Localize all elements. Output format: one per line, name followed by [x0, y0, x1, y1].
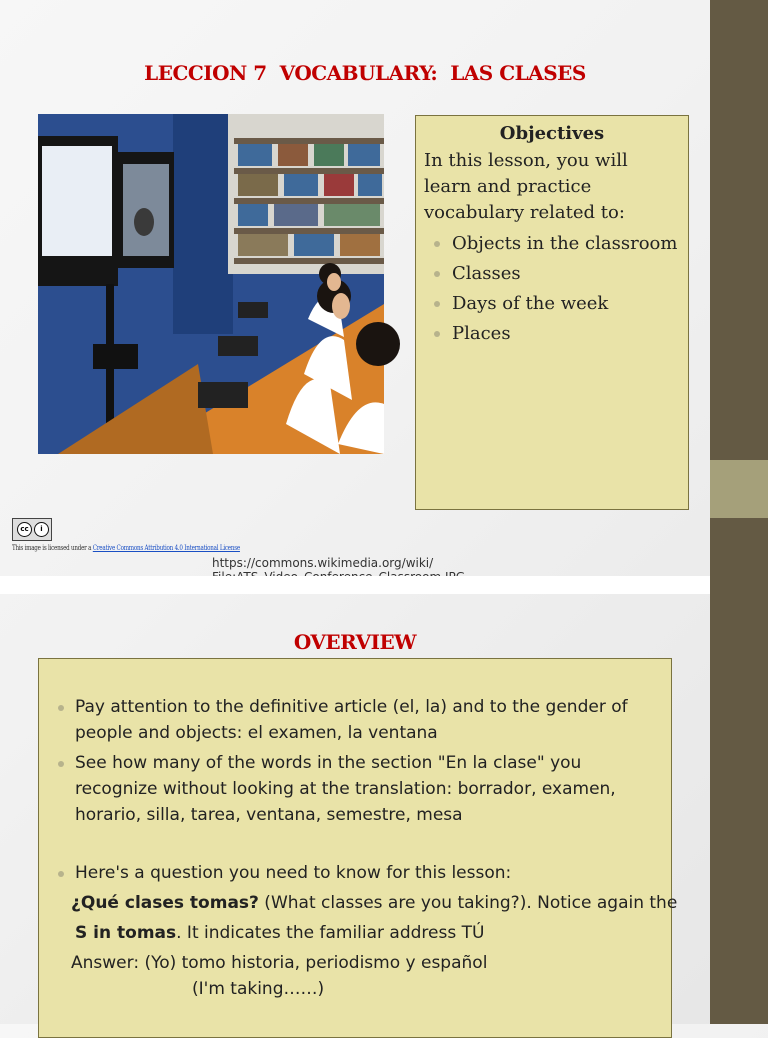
bullet-icon [58, 871, 64, 877]
slide-title: LECCION 7 VOCABULARY: LAS CLASES [144, 61, 586, 85]
image-source-url: https://commons.wikimedia.org/wiki/ [212, 556, 434, 570]
bullet-icon [58, 761, 64, 767]
objectives-item: Classes [428, 259, 688, 289]
slide-divider [0, 576, 710, 594]
bullet-icon [434, 301, 440, 307]
bullet-icon [434, 241, 440, 247]
bullet-icon [434, 271, 440, 277]
note-line: S in tomas. It indicates the familiar address TÚ [75, 923, 485, 943]
license-text: This image is licensed under a Creative Commons Attribution 4.0 International License [12, 544, 240, 552]
bullet-icon [58, 705, 64, 711]
objectives-item: Places [428, 319, 688, 349]
classroom-photo [38, 114, 384, 454]
answer-line: Answer: (Yo) tomo historia, periodismo y español [71, 953, 488, 973]
objectives-item: Objects in the classroom [428, 229, 688, 259]
overview-box [38, 658, 678, 1038]
sidebar-accent [710, 460, 768, 518]
license-link[interactable]: Creative Commons Attribution 4.0 International License [92, 544, 240, 552]
objectives-heading: Objectives [499, 123, 605, 144]
overview-bullet: See how many of the words in the section "En la clase" you recognize without looking at the translation: borrador, examen, horario, silla, tarea, ventana, semestre, mesa [75, 750, 665, 828]
creative-commons-icon: cc i [12, 518, 52, 541]
overview-bullet: Pay attention to the definitive article (el, la) and to the gender of people and objects: el examen, la ventana [75, 694, 665, 746]
objectives-box [415, 115, 689, 510]
question-line: ¿Qué clases tomas? (What classes are you taking?). Notice again the [71, 893, 678, 913]
objectives-item: Days of the week [428, 289, 688, 319]
overview-bullet: Here's a question you need to know for this lesson: [75, 860, 665, 886]
objectives-intro: In this lesson, you will learn and practice vocabulary related to: [424, 150, 628, 223]
bullet-icon [434, 331, 440, 337]
answer-translation: (I'm taking……) [192, 979, 325, 999]
overview-title: OVERVIEW [293, 630, 417, 654]
objectives-list [416, 229, 688, 349]
